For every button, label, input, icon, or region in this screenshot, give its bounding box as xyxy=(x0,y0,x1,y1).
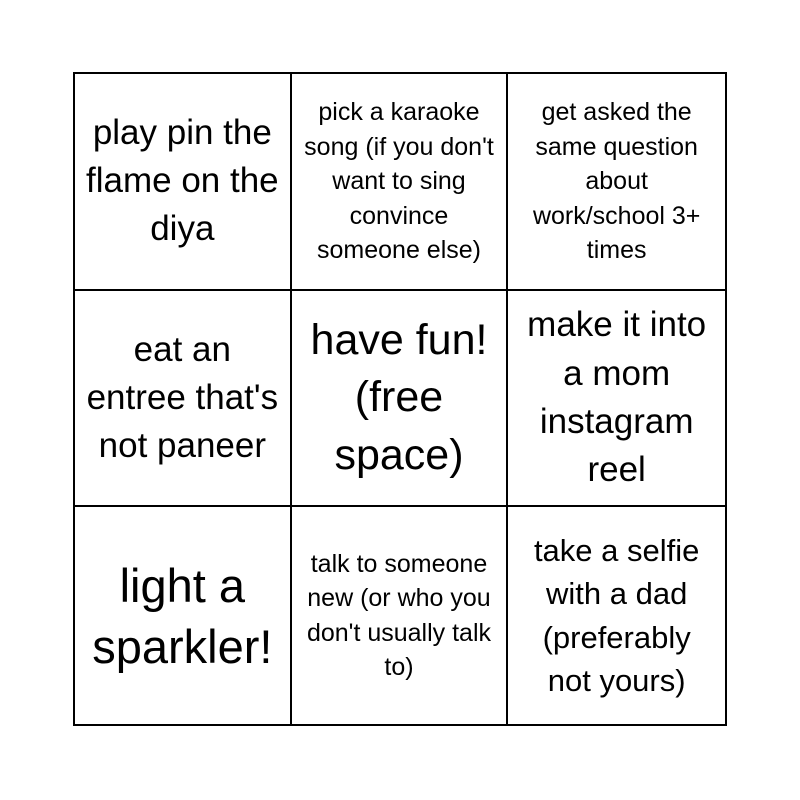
bingo-cell-r3-c1[interactable] xyxy=(75,507,292,724)
bingo-cell-text: play pin the flame on the diya xyxy=(86,112,279,249)
bingo-cell-text: take a selfie with a dad (preferably not yours) xyxy=(533,532,700,699)
bingo-cell-r3-c2[interactable] xyxy=(292,507,509,724)
bingo-cell-r3-c3[interactable] xyxy=(508,507,725,724)
bingo-cell-text: light a sparkler! xyxy=(92,558,273,673)
bingo-cell-text: eat an entree that's not paneer xyxy=(86,329,279,466)
bingo-cell-r2-c3[interactable] xyxy=(508,291,725,508)
bingo-cell-text: talk to someone new (or who you don't usually talk to) xyxy=(306,549,492,682)
bingo-cell-free-space[interactable] xyxy=(292,291,509,508)
bingo-cell-r1-c3[interactable] xyxy=(508,74,725,291)
bingo-cell-r1-c2[interactable] xyxy=(292,74,509,291)
bingo-cell-text: get asked the same question about work/school 3+ times xyxy=(532,98,701,265)
bingo-cell-text: have fun! (free space) xyxy=(310,316,488,479)
bingo-cell-r2-c1[interactable] xyxy=(75,291,292,508)
bingo-cell-r1-c1[interactable] xyxy=(75,74,292,291)
bingo-cell-text: pick a karaoke song (if you don't want to sing convince someone else) xyxy=(304,98,494,265)
bingo-cell-text: make it into a mom instagram reel xyxy=(527,305,707,490)
bingo-board xyxy=(73,72,727,726)
